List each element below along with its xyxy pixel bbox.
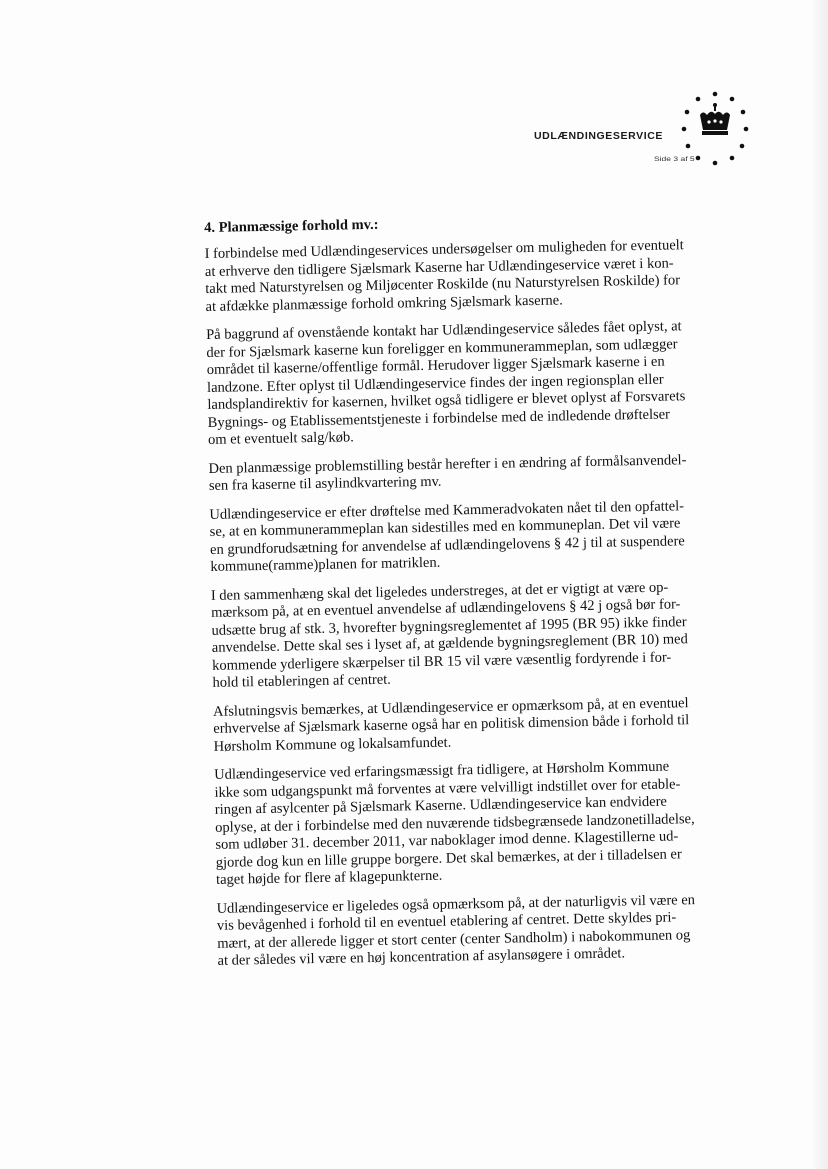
paragraph [204,237,717,316]
text-line: Bygnings- og Etablissementstjeneste i forbindelse med de indledende drøftelser [207,405,671,431]
text-line: udsætte brug af stk. 3, hvorefter bygningsreglementet af 1995 (BR 95) ikke finder [211,613,687,639]
paragraph [206,318,720,450]
text-line: landzone. Efter oplyst til Udlændingeservice findes der ingen regionsplan eller [206,371,664,396]
text-line: om et eventuelt salg/køb. [207,429,354,448]
paragraph [214,758,728,890]
letterhead [530,88,770,178]
text-line: hold til etableringen af centret. [212,671,391,691]
text-line: Udlændingeservice er ligeledes også opmærksom på, at der naturligvis vil være en [216,891,696,917]
text-line: området til kaserne/offentlige formål. Herudover ligger Sjælsmark kaserne i en [206,353,665,378]
text-line: taget højde for flere af klagepunkterne. [215,867,443,888]
text-line: Udlændingeservice er efter drøftelse med Kammeradvokaten nået til den opfattel- [209,497,685,523]
agency-name: UDLÆNDINGESERVICE [534,130,664,142]
text-line: at der således vil være en høj koncentration af asylansøgere i området. [217,945,626,969]
text-line: ringen af asylcenter på Sjælsmark Kaserne. Udlændingeservice kan endvidere [214,793,668,818]
text-line: vis bevågenhed i forhold til en eventuel etablering af centret. Dette skyldes pri- [216,909,677,934]
text-line: se, at en kommunerammeplan kan sidestilles med en kommuneplan. Det vil være [209,515,681,540]
page-number: Side 3 af 5 [654,155,695,163]
text-line: På baggrund af ovenstående kontakt har Udlændingeservice således fået oplyst, at [205,318,682,343]
text-line: kommende yderligere skærpelser til BR 15 vil være væsentlig fordyrende i for- [212,649,672,674]
scan-edge-shadow [810,0,828,1169]
text-line: Afslutningsvis bemærkes, at Udlændingeservice er opmærksom på, at en eventuel [212,694,689,720]
section-heading: 4. Planmæssige forhold mv.: [204,216,379,236]
text-line: sen fra kaserne til asylindkvartering mv. [208,473,442,494]
paragraph [216,891,729,970]
text-line: der for Sjælsmark kaserne kun foreligger en kommunerammeplan, som udlægger [206,335,678,361]
text-line: ikke som udgangspunkt må forventes at være velvilligt indstillet over for etable- [214,775,681,801]
text-line: Hørsholm Kommune og lokalsamfundet. [213,734,452,755]
document-body [204,210,730,982]
text-line: I den sammenhæng skal det ligeledes understreges, at det er vigtigt at være op- [210,579,669,604]
text-line: Udlændingeservice ved erfaringsmæssigt fra tidligere, at Hørsholm Kommune [214,758,670,783]
text-line: kommune(ramme)planen for matriklen. [210,554,441,575]
text-line: erhvervelse af Sjælsmark kaserne også har en politisk dimension både i forhold til [213,712,690,737]
text-line: oplyse, at der i forbindelse med den nuværende tidsbegrænsede landzonetilladelse, [215,810,695,836]
paragraph [208,451,721,495]
paragraph [209,497,722,576]
text-line: gjorde dog kun en lille gruppe borgere. Det skal bemærkes, at der i tilladelsen er [215,845,682,871]
text-line: mært, at der allerede ligger et stort center (center Sandholm) i nabokommunen og [217,926,691,952]
paragraph [213,694,726,756]
text-line: en grundforudsætning for anvendelse af udlændingelovens § 42 j til at suspendere [209,532,685,558]
text-line: landsplandirektiv for kasernen, hvilket også tidligere er blevet oplyst af Forsvarets [207,388,686,413]
paragraph-list [204,237,729,971]
text-line: mærksom på, at en eventuel anvendelse af udlændingelovens § 42 j også bør for- [211,596,681,621]
text-line: Den planmæssige problemstilling består herefter i en ændring af formålsanvendel- [208,451,687,477]
text-line: I forbindelse med Udlændingeservices undersøgelser om muligheden for eventuelt [204,237,684,262]
paragraph [211,578,725,692]
text-line: takt med Naturstyrelsen og Miljøcenter Roskilde (nu Naturstyrelsen Roskilde) for [205,272,681,297]
text-line: som udløber 31. december 2011, var naboklager imod denne. Klagestillerne ud- [215,828,679,853]
text-line: anvendelse. Dette skal ses i lyset af, at gældende bygningsreglement (BR 10) med [211,631,688,656]
text-line: at afdække planmæssige forhold omkring Sjælsmark kaserne. [205,291,563,315]
text-line: at erhverve den tidligere Sjælsmark Kaserne har Udlændingeservice været i kon- [204,254,674,280]
